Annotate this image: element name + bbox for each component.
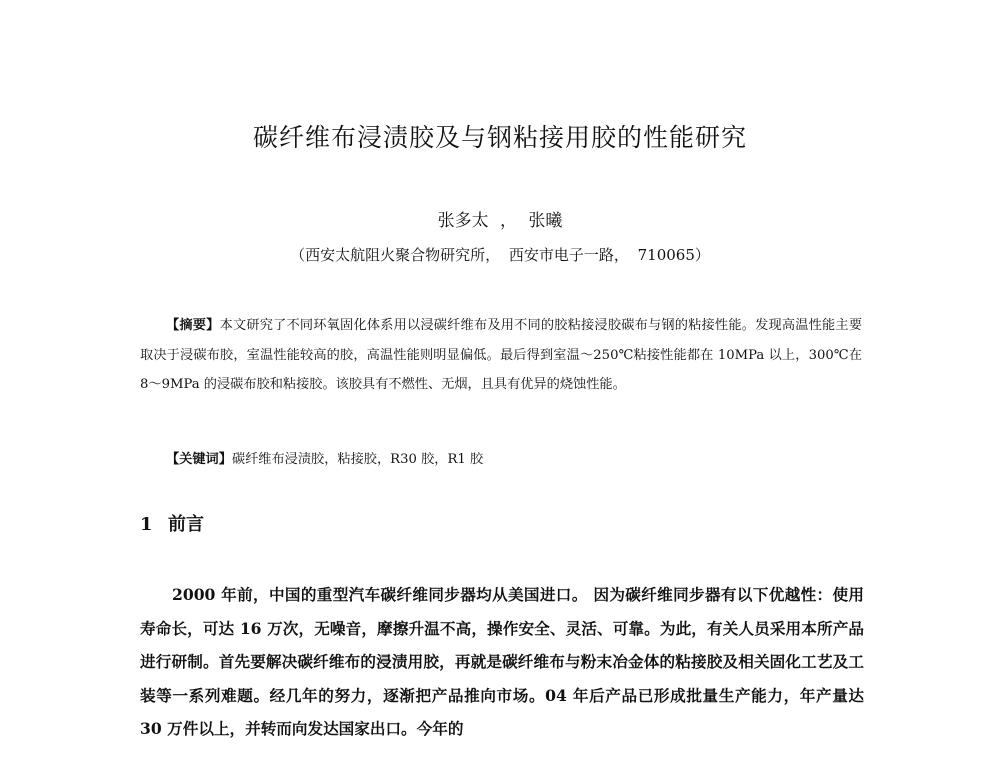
keywords-text: 碳纤维布浸渍胶，粘接胶，R30 胶，R1 胶: [231, 452, 484, 467]
section-heading: [140, 510, 204, 536]
keywords-label: 【关键词】: [166, 452, 232, 467]
section-number: 1: [140, 514, 153, 535]
author-affiliation: （西安太航阻火聚合物研究所， 西安市电子一路， 710065）: [290, 246, 710, 264]
abstract-label: 【摘要】: [166, 318, 220, 333]
abstract-paragraph: [140, 311, 862, 400]
author-list: 张多太 ， 张曦: [437, 211, 563, 231]
paper-title: 碳纤维布浸渍胶及与钢粘接用胶的性能研究: [252, 123, 747, 152]
body-paragraph: 2000 年前，中国的重型汽车碳纤维同步器均从美国进口。 因为碳纤维同步器有以下优越性：使用寿命长，可达 16 万次，无噪音，摩擦升温不高，操作安全、灵活、可靠。为此，有关人员采用本所产品进行研制。首先要解决碳纤维布的浸渍用胶，再就是碳纤维布与粉末冶金体的粘接胶及相关固化工艺及工装等一系列难题。经几年的努力，逐渐把产品推向市场。04 年后产品已形成批量生产能力，年产量达 30 万件以上，并转而向发达国家出口。今年的: [140, 585, 864, 738]
abstract-text: 本文研究了不同环氧固化体系用以浸碳纤维布及用不同的胶粘接浸胶碳布与钢的粘接性能。发现高温性能主要取决于浸碳布胶，室温性能较高的胶，高温性能则明显偏低。最后得到室温～250℃粘接性能都在 10MPa 以上，300℃在 8～9MPa 的浸碳布胶和粘接胶。该胶具有不燃性、无烟，且具有优异的烧蚀性能。: [140, 318, 863, 392]
keywords-line: [166, 445, 866, 475]
section-title: 前言: [168, 514, 204, 535]
